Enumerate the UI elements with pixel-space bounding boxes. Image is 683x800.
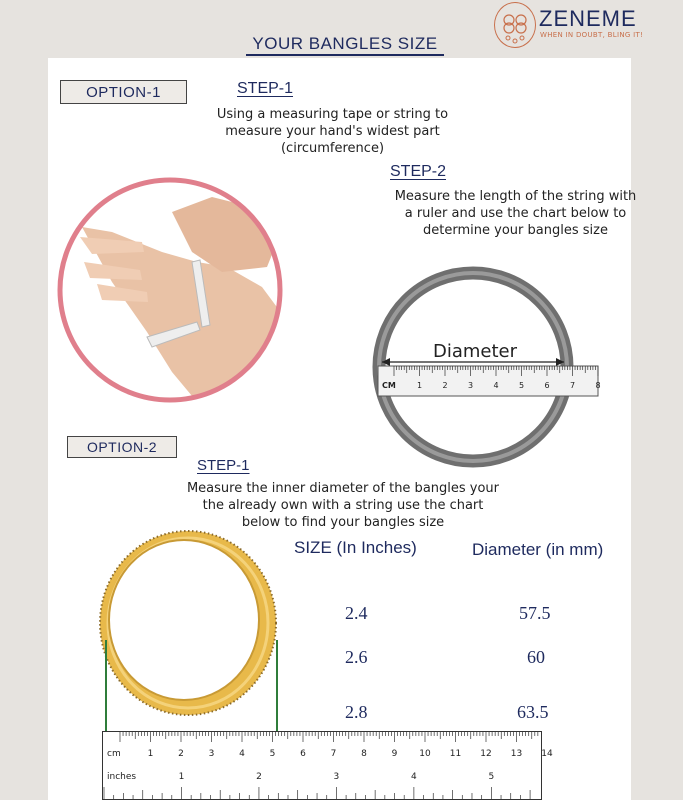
cm-inch-ruler [102,731,553,800]
ring-diameter-illustration [368,262,603,472]
size-cell: 2.8 [345,702,368,722]
option-2-step-1-title: STEP-1 [197,457,250,474]
ruler-cm-label: cm [107,749,121,759]
ruler-inches-label: inches [107,772,137,782]
zeneme-logo-icon [494,2,536,48]
ruler-inch-number: 4 [411,772,417,782]
ring-ruler-number: 3 [467,381,474,390]
diameter-cell: 57.5 [519,603,551,623]
option-1-step-1-title: STEP-1 [237,80,294,97]
ruler-cm-number: 12 [480,749,492,759]
ruler-cm-number: 4 [239,749,245,759]
ruler-cm-number: 2 [178,749,184,759]
ruler-inch-number: 1 [178,772,185,782]
ring-ruler-unit: CM [382,381,396,390]
diameter-label: Diameter [432,341,518,362]
option-1-step-2-title: STEP-2 [390,163,447,180]
ring-ruler-number: 2 [442,381,448,390]
ruler-inch-number: 2 [256,772,262,782]
size-cell: 2.6 [345,647,368,667]
ring-ruler-number: 5 [518,381,525,390]
hand-measuring-illustration [52,172,288,408]
ruler-cm-number: 13 [510,749,523,759]
option-2-badge: OPTION-2 [67,436,177,458]
ruler-inch-number: 5 [488,772,495,782]
ring-ruler-number: 8 [595,381,601,390]
ruler-cm-number: 9 [391,749,398,759]
ring-ruler-number: 7 [569,381,576,390]
ruler-cm-number: 5 [269,749,276,759]
ruler-cm-number: 10 [419,749,431,759]
title-underline [246,54,444,56]
ruler-cm-number: 8 [361,749,367,759]
ring-ruler-number: 4 [493,381,499,390]
option-1-step-1-text: Using a measuring tape or string to measure your hand's widest part (circumference) [216,107,449,156]
ruler-cm-number: 14 [541,749,553,759]
page-title: YOUR BANGLES SIZE [252,34,438,53]
ruler-cm-number: 7 [330,749,337,759]
ruler-cm-number: 1 [147,749,154,759]
diameter-column-header: Diameter (in mm) [472,540,604,559]
diameter-cell: 60 [527,647,545,667]
size-cell: 2.4 [345,603,368,623]
gold-bangle-illustration [92,520,292,735]
option-1-badge: OPTION-1 [60,80,187,104]
ruler-cm-number: 11 [449,749,462,759]
size-column-header: SIZE (In Inches) [294,538,417,557]
option-2-step-1-text: Measure the inner diameter of the bangles your the already own with a string use the chart below to find your bangles size [186,481,500,530]
diameter-cell: 63.5 [517,702,549,722]
option-1-step-2-text: Measure the length of the string with a ruler and use the chart below to determine your bangles size [394,189,637,238]
ruler-inch-number: 3 [333,772,340,782]
ring-ruler-number: 6 [544,381,550,390]
ring-ruler-number: 1 [416,381,423,390]
ruler-cm-number: 6 [300,749,306,759]
ruler-cm-number: 3 [208,749,215,759]
brand-name: ZENEME [539,6,637,31]
brand-tagline: WHEN IN DOUBT, BLING IT! [540,31,644,39]
